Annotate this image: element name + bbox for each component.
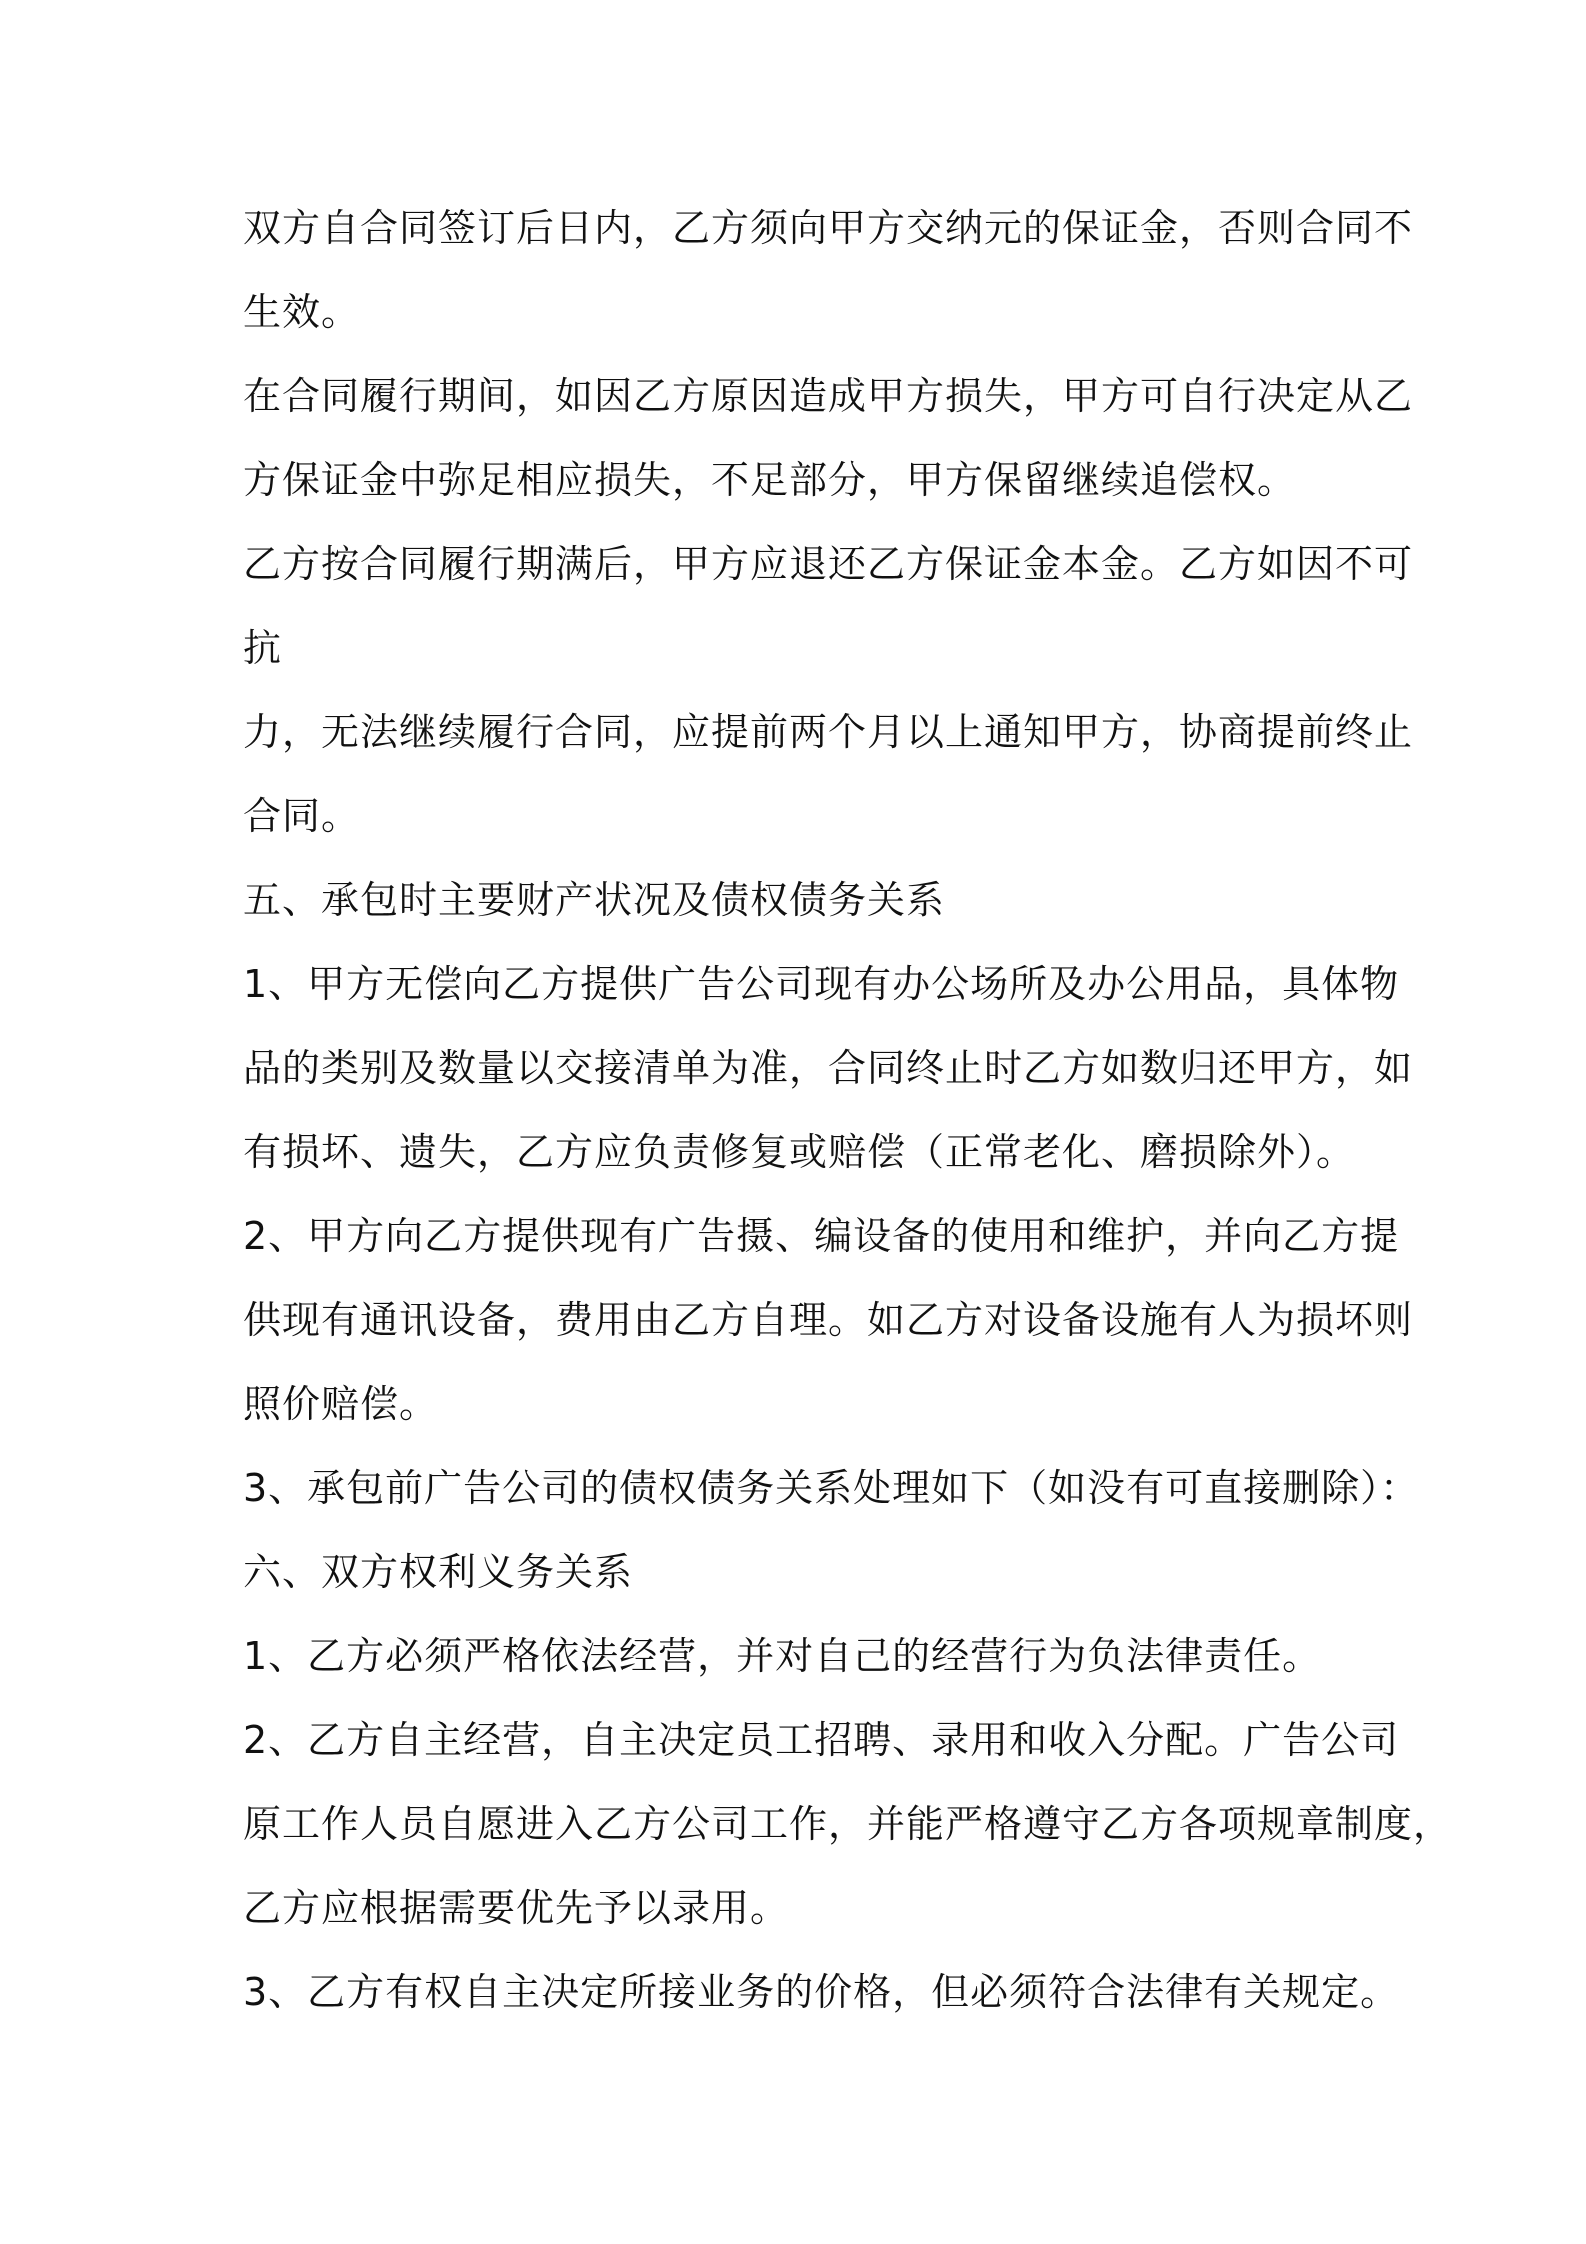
- text-line-8: 合同。: [243, 794, 361, 838]
- text-line-20: 原工作人员自愿进入乙方公司工作，并能严格遵守乙方各项规章制度，: [243, 1802, 1453, 1846]
- text-line-19: 2、乙方自主经营，自主决定员工招聘、录用和收入分配。广告公司: [243, 1718, 1400, 1762]
- text-line-12: 有损坏、遗失，乙方应负责修复或赔偿（正常老化、磨损除外）。: [243, 1130, 1356, 1174]
- text-line-4: 方保证金中弥足相应损失，不足部分，甲方保留继续追偿权。: [243, 458, 1297, 502]
- text-line-21: 乙方应根据需要优先予以录用。: [243, 1886, 790, 1930]
- section-heading-6: 六、双方权利义务关系: [243, 1550, 634, 1594]
- text-line-13: 2、甲方向乙方提供现有广告摄、编设备的使用和维护，并向乙方提: [243, 1214, 1400, 1258]
- text-line-5: 乙方按合同履行期满后，甲方应退还乙方保证金本金。乙方如因不可: [243, 542, 1414, 586]
- text-line-10: 1、甲方无偿向乙方提供广告公司现有办公场所及办公用品，具体物: [243, 962, 1400, 1006]
- text-line-22: 3、乙方有权自主决定所接业务的价格，但必须符合法律有关规定。: [243, 1970, 1400, 2014]
- text-line-6: 抗: [243, 626, 283, 670]
- text-line-16: 3、承包前广告公司的债权债务关系处理如下（如没有可直接删除）：: [243, 1466, 1420, 1510]
- text-line-14: 供现有通讯设备，费用由乙方自理。如乙方对设备设施有人为损坏则: [243, 1298, 1414, 1342]
- text-line-3: 在合同履行期间，如因乙方原因造成甲方损失，甲方可自行决定从乙: [243, 374, 1414, 418]
- text-line-15: 照价赔偿。: [243, 1382, 439, 1426]
- text-line-2: 生效。: [243, 290, 361, 334]
- text-line-7: 力，无法继续履行合同，应提前两个月以上通知甲方，协商提前终止: [243, 710, 1414, 754]
- text-line-18: 1、乙方必须严格依法经营，并对自己的经营行为负法律责任。: [243, 1634, 1322, 1678]
- section-heading-5: 五、承包时主要财产状况及债权债务关系: [243, 878, 946, 922]
- text-line-1: 双方自合同签订后日内，乙方须向甲方交纳元的保证金，否则合同不: [243, 206, 1414, 250]
- text-line-11: 品的类别及数量以交接清单为准，合同终止时乙方如数归还甲方，如: [243, 1046, 1414, 1090]
